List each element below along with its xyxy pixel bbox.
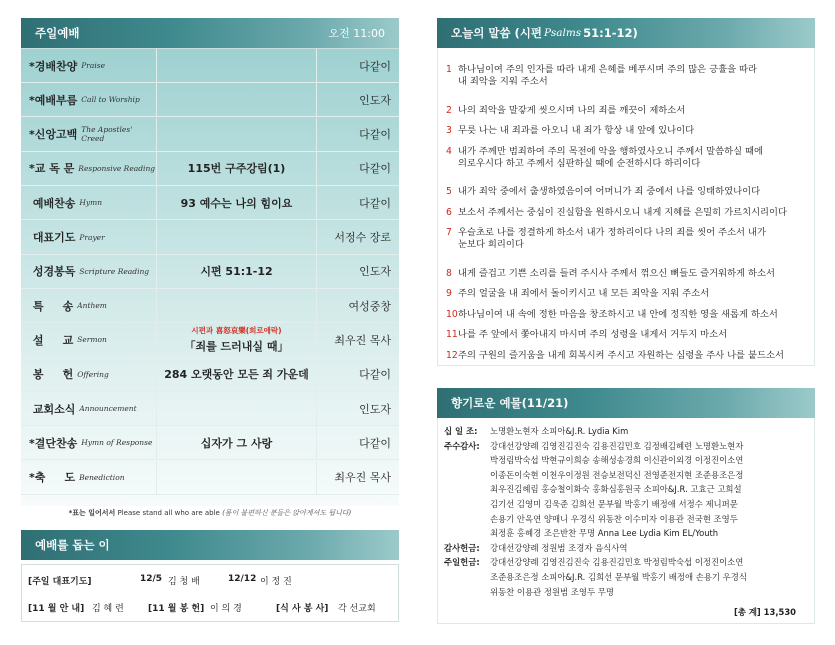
service-content (157, 426, 317, 459)
verse-number: 8 (446, 268, 452, 279)
verse (446, 329, 814, 341)
service-row (21, 255, 399, 289)
service-content (157, 255, 317, 288)
offering-label: 주수감사: (444, 440, 480, 451)
service-row (21, 426, 399, 460)
service-item-ko: *교 독 문 (29, 162, 75, 176)
offering-names: 강대선강양례 김영진김진숙 김용진김민호 박정림박숙섭 이정진이소연 (490, 557, 744, 568)
scripture-title: 오늘의 말씀 (시편 (451, 26, 543, 40)
meal-duty-name: 각 선교회 (338, 604, 376, 614)
service-item-en: Hymn of Response (81, 438, 153, 448)
offering-names: 위동찬 이용관 정원범 조영두 무명 (490, 586, 614, 597)
service-item (21, 289, 157, 322)
verse (446, 125, 814, 137)
offering-title: 향기로운 예물(11/21) (451, 396, 569, 410)
verse-number: 2 (446, 104, 452, 116)
service-content (157, 392, 317, 425)
service-content (157, 289, 317, 322)
service-item-en: The Apostles' Creed (81, 125, 133, 144)
offering-label (444, 585, 490, 600)
prayer-name-2: 이 정 진 (260, 577, 292, 587)
verse-text: 무릇 나는 내 죄과를 아오니 내 죄가 항상 내 앞에 있나이다 (458, 125, 695, 137)
service-leader: 다같이 (359, 436, 391, 450)
order-of-service (21, 48, 399, 506)
service-item-en: Benediction (79, 472, 125, 482)
service-time: 오전 11:00 (328, 27, 385, 40)
service-title: 주일예배 (35, 26, 80, 40)
service-row (21, 358, 399, 392)
offering-names: 강대선강양례 김영진김진숙 김용진김민호 김정배김혜련 노명환노현자 (490, 440, 744, 451)
service-item-en: Responsive Reading (78, 163, 156, 173)
verse-text: 하나님이여 주의 인자를 따라 내게 은혜를 베푸시며 주의 많은 긍휼을 따라 (458, 64, 757, 75)
sermon-series: 시편과 喜怒哀樂(희로애락) (191, 326, 282, 336)
offering-row (444, 468, 812, 483)
service-content (157, 186, 317, 219)
verse (446, 268, 814, 280)
offering-row (444, 541, 812, 556)
offering-duty-label: [11 월 봉 헌] (148, 604, 205, 614)
service-row (21, 49, 399, 83)
service-item (21, 461, 157, 494)
offering-names: 이종돈이숙현 이천우이정원 전승보전덕신 전영준전지현 조준용조은정 (490, 469, 744, 480)
offering-row (444, 453, 812, 468)
service-item (21, 426, 157, 459)
service-content-text: 284 오랫동안 모든 죄 가운데 (164, 368, 309, 382)
service-item-ko: 대표기도 (29, 231, 76, 244)
service-content (157, 358, 317, 391)
verse-text: 하나님이여 내 속에 정한 마음을 창조하시고 내 안에 정직한 영을 새롭게 하소서 (458, 308, 778, 320)
service-content (157, 152, 317, 185)
standing-note-italic: (몸이 불편하신 분들은 앉아계셔도 됩니다) (222, 509, 352, 517)
service-row (21, 118, 399, 152)
service-item-ko: 특 송 (29, 299, 74, 313)
offering-label: 십 일 조: (444, 426, 478, 436)
service-item-ko: 봉 헌 (29, 368, 74, 382)
service-row (21, 461, 399, 495)
verse (446, 146, 814, 170)
service-content (157, 221, 317, 254)
scripture-title-en: Psalms (544, 27, 582, 39)
offering-label (444, 526, 490, 541)
service-row (21, 83, 399, 117)
service-item-en: Announcement (79, 404, 137, 413)
offering-label (444, 482, 490, 497)
offering-names: 노명환노현자 소피아&J.R. Lydia Kim (490, 426, 629, 436)
helpers-row-service (28, 601, 394, 614)
verse-number: 9 (446, 288, 452, 300)
service-content (157, 323, 317, 356)
service-item (21, 323, 157, 356)
offering-names: 최정훈 홍혜경 조은반찬 무명 Anna Lee Lydia Kim EL/Youth (490, 528, 719, 539)
service-item-ko: 교회소식 (29, 402, 76, 416)
verse-text: 나를 주 앞에서 쫓아내지 마시며 주의 성령을 내게서 거두지 마소서 (458, 329, 728, 341)
service-item-en: Call to Worship (81, 95, 140, 105)
service-item (21, 118, 157, 151)
service-row (21, 152, 399, 186)
offering-row (444, 439, 812, 454)
service-leader: 여성중창 (348, 299, 391, 313)
service-content-text: 115번 구주강림(1) (187, 162, 286, 176)
offering-label (444, 453, 490, 468)
service-banner (21, 18, 399, 48)
service-content-text: 십자가 그 사랑 (200, 436, 273, 450)
verse-number: 1 (446, 64, 452, 75)
service-item-ko: 설 교 (29, 333, 74, 347)
offering-names: 최우진김혜림 홍승철이화숙 홍화심홍원국 소피아&J.R. 고효근 고희설 (490, 484, 742, 495)
offering-row (444, 526, 812, 541)
helpers-banner (21, 530, 399, 560)
verse-number: 12 (446, 349, 458, 361)
service-leader: 다같이 (359, 196, 391, 210)
standing-note (21, 508, 399, 518)
service-item (21, 255, 157, 288)
offering-names: 김기선 김영미 김욱준 김희선 문부월 박홍기 배정애 서정수 제니퍼문 (490, 499, 738, 509)
service-content (157, 461, 317, 494)
verse-text-cont: 내 죄악을 지워 주소서 (458, 76, 548, 87)
helpers-row-prayer (28, 574, 394, 587)
verse-text: 내게 즐겁고 기쁜 소리를 들려 주시사 주께서 꺾으신 뼈들도 즐거워하게 하소서 (458, 268, 775, 279)
usher-name: 김 혜 련 (92, 604, 124, 614)
service-leader: 인도자 (359, 93, 391, 107)
service-item-ko: 성경봉독 (29, 265, 76, 279)
scripture-banner (437, 18, 815, 48)
prayer-date-2: 12/12 (228, 574, 257, 584)
offering-box (437, 418, 815, 624)
verse (446, 227, 814, 251)
service-leader: 다같이 (359, 59, 391, 73)
service-item-en: Offering (77, 369, 109, 379)
verse (446, 309, 814, 321)
service-row (21, 186, 399, 220)
service-item-ko: *결단찬송 (29, 436, 78, 450)
offering-row (444, 482, 812, 497)
offering-names: 강대선강양례 정원범 조경자 음식사역 (490, 542, 628, 553)
verse-text: 우슬초로 나를 정결하게 하소서 내가 정하리이다 나의 죄를 씻어 주소서 내가 (458, 227, 766, 239)
service-row (21, 392, 399, 426)
service-leader: 다같이 (359, 162, 391, 176)
offering-label (444, 468, 490, 483)
offering-label: 주일헌금: (444, 557, 480, 568)
service-item-ko: *예배부름 (29, 93, 78, 107)
verse-text: 내가 주께만 범죄하여 주의 목전에 악을 행하였사오니 주께서 말씀하실 때에 (458, 145, 764, 157)
verse-number: 3 (446, 125, 452, 137)
service-row (21, 289, 399, 323)
verse-text: 주의 구원의 즐거움을 내게 회복시켜 주시고 자원하는 심령을 주사 나를 붙드소서 (458, 349, 784, 361)
verse-text: 보소서 주께서는 중심이 진실함을 원하시오니 내게 지혜를 은밀히 가르치시리이다 (458, 206, 787, 218)
service-item (21, 221, 157, 254)
offering-names: 손용기 안옥연 양매니 우경식 위동찬 이수미자 이용관 전국현 조영두 (490, 513, 738, 524)
service-item (21, 392, 157, 425)
service-leader: 다같이 (359, 368, 391, 382)
scripture-box (437, 48, 815, 366)
offering-duty-name: 이 의 경 (210, 604, 242, 614)
meal-duty-label: [식 사 봉 사] (276, 604, 329, 614)
service-item-ko: *경배찬양 (29, 59, 78, 73)
verse-text-cont: 의로우시다 하고 주께서 심판하실 때에 순전하시다 하리이다 (458, 157, 701, 169)
verse-text: 내가 죄악 중에서 출생하였음이여 어머니가 죄 중에서 나를 잉태하였나이다 (458, 186, 761, 198)
offering-row (444, 585, 812, 600)
service-item (21, 83, 157, 116)
service-leader: 최우진 목사 (334, 333, 391, 347)
offering-names: 조준용조은정 소피아&J.R. 김희선 문부월 박홍기 배정애 손용기 우경식 (490, 572, 747, 582)
helpers-title: 예배를 돕는 이 (35, 538, 110, 552)
prayer-label: [주일 대표기도] (28, 577, 92, 587)
service-leader: 서정수 장로 (334, 231, 391, 244)
helpers-box (21, 564, 399, 622)
service-item (21, 49, 157, 82)
service-item-en: Scripture Reading (79, 266, 150, 276)
service-item-ko: *신앙고백 (29, 128, 78, 142)
service-content-text: 시편 51:1-12 (200, 265, 273, 279)
service-item-ko: 예배찬송 (29, 196, 76, 210)
verse (446, 105, 814, 117)
offering-banner (437, 388, 815, 418)
verse (446, 186, 814, 198)
offering-names: 박정림박숙섭 박현규이희승 송해성송경희 이신관이외경 이정진이소연 (490, 455, 744, 466)
service-content-text: 「죄를 드러내실 때」 (184, 340, 289, 354)
verse-number: 6 (446, 206, 452, 218)
service-content-text: 93 예수는 나의 힘이요 (180, 196, 293, 210)
service-leader: 최우진 목사 (334, 471, 391, 485)
scripture-title-ref: 51:1-12) (583, 26, 638, 40)
verse (446, 288, 814, 300)
service-leader: 인도자 (359, 265, 391, 279)
verse (446, 350, 814, 362)
service-item-en: Praise (81, 61, 106, 70)
service-row (21, 221, 399, 255)
service-item-ko: *축 도 (29, 471, 76, 485)
offering-row (444, 424, 812, 439)
standing-note-bold: *표는 일어서서 (68, 509, 116, 517)
offering-row (444, 512, 812, 527)
prayer-name-1: 김 청 배 (168, 577, 200, 587)
verse-text: 나의 죄악을 말갛게 씻으시며 나의 죄를 깨끗이 제하소서 (458, 104, 686, 116)
service-content (157, 118, 317, 151)
verse-text: 주의 얼굴을 내 죄에서 돌이키시고 내 모든 죄악을 지워 주소서 (458, 288, 710, 300)
standing-note-en: Please stand all who are able (117, 509, 220, 517)
service-content (157, 83, 317, 116)
verse-number: 10 (446, 308, 458, 320)
prayer-date-1: 12/5 (140, 574, 163, 584)
service-item-en: Sermon (77, 335, 107, 345)
service-content (157, 49, 317, 82)
offering-total: [총 계] 13,530 (734, 607, 796, 617)
verse-number: 5 (446, 186, 452, 198)
offering-row (444, 570, 812, 585)
service-item (21, 186, 157, 219)
offering-label (444, 512, 490, 527)
service-item-en: Prayer (79, 232, 105, 242)
service-leader: 인도자 (359, 402, 391, 416)
verse-number: 7 (446, 227, 452, 239)
offering-label (444, 497, 490, 512)
verse-number: 11 (446, 329, 458, 341)
service-row (21, 323, 399, 357)
service-item (21, 358, 157, 391)
service-item-en: Hymn (79, 198, 103, 208)
offering-label (444, 570, 490, 585)
verse-text-cont: 눈보다 희리이다 (458, 239, 524, 251)
usher-label: [11 월 안 내] (28, 604, 85, 614)
offering-row (444, 555, 812, 570)
offering-label: 감사헌금: (444, 542, 480, 553)
service-item-en: Anthem (77, 301, 107, 311)
verse (446, 64, 814, 88)
verse (446, 207, 814, 219)
service-leader: 다같이 (359, 128, 391, 142)
offering-row (444, 497, 812, 512)
verse-number: 4 (446, 145, 452, 157)
service-item (21, 152, 157, 185)
